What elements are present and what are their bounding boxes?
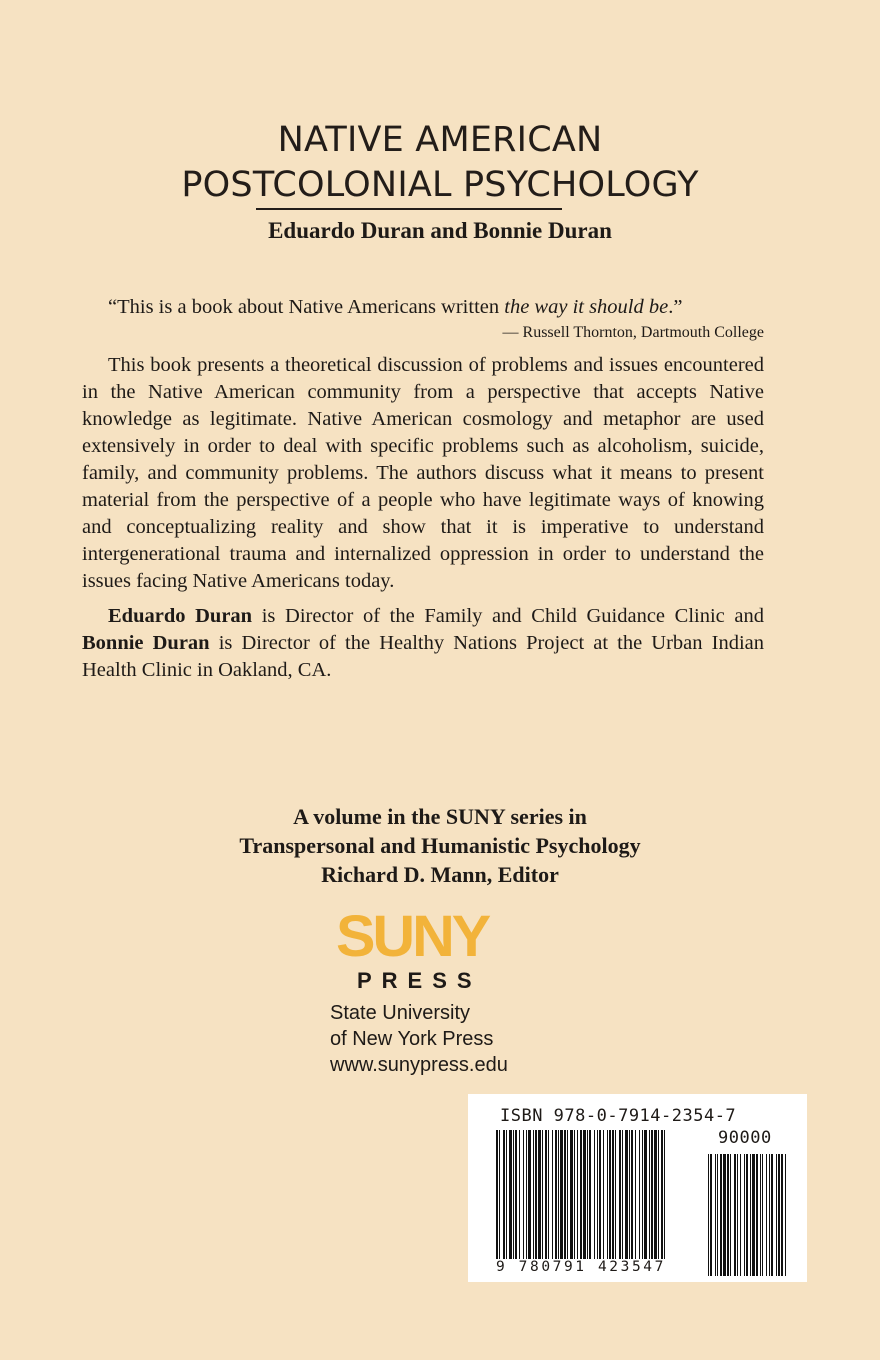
authors: Eduardo Duran and Bonnie Duran	[268, 218, 612, 243]
barcode-bar	[607, 1130, 608, 1270]
barcode-bar	[538, 1130, 541, 1270]
barcode-bar	[589, 1130, 591, 1270]
barcode-bar	[594, 1130, 595, 1270]
logo-wordmark: SUNY	[336, 904, 489, 969]
addon-bar	[746, 1154, 748, 1276]
barcode-bars	[490, 1130, 790, 1280]
addon-bar	[769, 1154, 770, 1276]
barcode-bar	[519, 1130, 520, 1270]
addon-bar	[734, 1154, 736, 1276]
barcode-bar	[535, 1130, 537, 1270]
barcode-bar	[545, 1130, 547, 1270]
barcode-bar	[564, 1130, 566, 1270]
barcode-bar	[597, 1130, 598, 1270]
barcode-bar	[558, 1130, 559, 1270]
barcode-bar	[513, 1130, 514, 1270]
barcode-bar	[577, 1130, 578, 1270]
addon-bar	[737, 1154, 738, 1276]
publisher-details	[330, 1000, 508, 1078]
addon-bar	[776, 1154, 777, 1276]
barcode-bar	[658, 1130, 659, 1270]
quote-emphasis: the way it should be	[504, 296, 669, 318]
publisher-name-1: State University	[330, 1002, 471, 1024]
addon-bar	[730, 1154, 731, 1276]
logo-press: PRESS	[357, 968, 482, 993]
addon-bar	[727, 1154, 729, 1276]
barcode-bar	[583, 1130, 586, 1270]
author-bio	[82, 603, 764, 684]
barcode-bar	[635, 1130, 636, 1270]
barcode-bar	[509, 1130, 512, 1270]
barcode-bar	[631, 1130, 633, 1270]
barcode-bar	[625, 1130, 628, 1270]
addon-bar	[750, 1154, 751, 1276]
addon-bar	[715, 1154, 716, 1276]
barcode-bar	[664, 1130, 665, 1270]
bio-text-2: is Director of the Healthy Nations Project at the Urban Indian Health Clinic in Oakland, CA.	[82, 632, 765, 681]
title-line-1: NATIVE AMERICAN	[277, 120, 603, 160]
series-line-2: Transpersonal and Humanistic Psychology	[239, 833, 641, 858]
ean-digits: 9 780791 423547	[496, 1259, 666, 1275]
addon-bar	[717, 1154, 718, 1276]
bio-text-1: is Director of the Family and Child Guidance Clinic and	[252, 605, 764, 627]
series-line-1: A volume in the SUNY series in	[293, 804, 587, 829]
barcode-bar	[639, 1130, 640, 1270]
addon-bar	[756, 1154, 758, 1276]
addon-bar	[708, 1154, 709, 1276]
barcode-bar	[649, 1130, 650, 1270]
barcode-bar	[661, 1130, 663, 1270]
barcode-bar	[560, 1130, 563, 1270]
addon-bar	[766, 1154, 767, 1276]
barcode-bar	[580, 1130, 582, 1270]
barcode-bar	[654, 1130, 657, 1270]
addon-bar	[781, 1154, 783, 1276]
barcode-bar	[612, 1130, 614, 1270]
barcode-bar	[615, 1130, 616, 1270]
addon-bar	[744, 1154, 745, 1276]
price-code: 90000	[718, 1128, 772, 1148]
barcode-bar	[533, 1130, 534, 1270]
book-title	[0, 118, 880, 208]
quote-attribution: — Russell Thornton, Dartmouth College	[502, 324, 764, 341]
series-info	[0, 802, 880, 889]
bio-author-1: Eduardo Duran	[108, 605, 253, 627]
barcode-bar	[499, 1130, 500, 1270]
barcode-bar	[644, 1130, 647, 1270]
addon-bar	[762, 1154, 763, 1276]
barcode-bar	[496, 1130, 498, 1270]
barcode-bar	[523, 1130, 524, 1270]
barcode-bar	[629, 1130, 630, 1270]
addon-bar	[785, 1154, 786, 1276]
addon-bar	[720, 1154, 722, 1276]
bio-author-2: Bonnie Duran	[82, 632, 210, 654]
isbn-label: ISBN 978-0-7914-2354-7	[500, 1106, 737, 1126]
quote-text: “This is a book about Native Americans written	[108, 296, 505, 318]
barcode-bar	[642, 1130, 643, 1270]
barcode-bar	[619, 1130, 621, 1270]
addon-bar	[771, 1154, 773, 1276]
addon-bar	[752, 1154, 755, 1276]
addon-bar	[740, 1154, 741, 1276]
barcode-bar	[552, 1130, 553, 1270]
endorsement-quote	[82, 294, 764, 321]
title-line-2: POSTCOLONIAL PSYCHOLOGY	[181, 165, 699, 205]
barcode-bar	[528, 1130, 531, 1270]
barcode-bar	[542, 1130, 543, 1270]
barcode-bar	[548, 1130, 549, 1270]
barcode-bar	[574, 1130, 575, 1270]
addon-bar	[710, 1154, 712, 1276]
addon-bar	[778, 1154, 780, 1276]
blurb	[82, 294, 764, 684]
isbn-barcode	[468, 1094, 807, 1282]
barcode-bar	[587, 1130, 588, 1270]
barcode-bar	[651, 1130, 653, 1270]
series-editor: Richard D. Mann, Editor	[321, 862, 559, 887]
quote-end: .”	[668, 296, 683, 318]
barcode-bar	[515, 1130, 517, 1270]
publisher-website: www.sunypress.edu	[330, 1054, 508, 1076]
barcode-bar	[609, 1130, 611, 1270]
barcode-bar	[567, 1130, 568, 1270]
publisher-name-2: of New York Press	[330, 1028, 494, 1050]
barcode-bar	[503, 1130, 505, 1270]
barcode-bar	[622, 1130, 623, 1270]
barcode-bar	[570, 1130, 573, 1270]
barcode-bar	[599, 1130, 601, 1270]
barcode-bar	[555, 1130, 557, 1270]
addon-bar	[760, 1154, 761, 1276]
addon-bar	[723, 1154, 726, 1276]
title-underline	[256, 208, 562, 210]
barcode-bar	[506, 1130, 507, 1270]
barcode-bar	[526, 1130, 527, 1270]
book-description: This book presents a theoretical discussion of problems and issues encountered in the Native American community from a perspective that accepts Native knowledge as legitimate. Native American cosmology and metaphor are used extensively in order to deal with specific problems such as alcoholism, suicide, family, and community problems. The authors discuss what it means to present material from the perspective of a people who have legitimate ways of knowing and conceptualizing reality and show that it is imperative to understand intergenerational trauma and internalized oppression in order to understand the issues facing Native Americans today.	[82, 354, 764, 592]
suny-press-logo	[330, 904, 530, 1090]
barcode-bar	[603, 1130, 604, 1270]
